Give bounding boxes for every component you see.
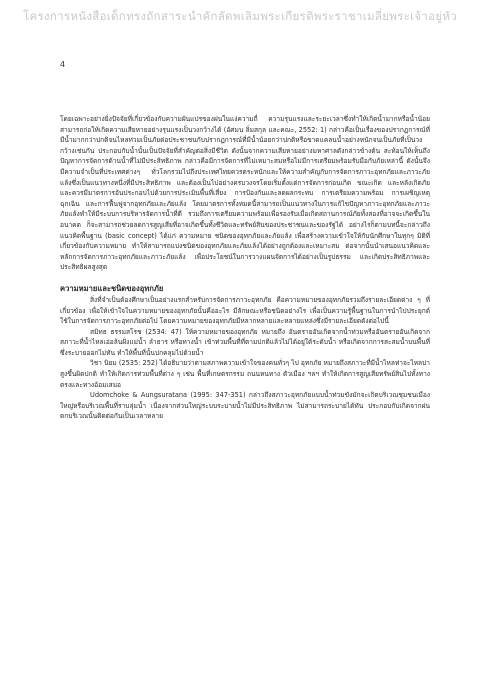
- citation-paragraph-vicha: วิชา นิยม (2535: 252) ได้อธิบายว่าตามสภาพความเข้าใจของคนทั่วๆ ไป อุทกภัย หมายถึงสภาวะที่มีน้ำไหลท่าจะไหลบ่าสูงขึ้นผิดปกติ ทำให้เกิดการท่วมพื้นที่ต่าง ๆ เช่น พื้นที่เกษตรกรรม ถนนหนทาง ตัวเมือง ฯลฯ ทำให้เกิดการสูญเสียทรัพย์สินไปทั้งทางตรงและทางอ้อมเสมอ: [60, 359, 430, 389]
- page-number: 4: [60, 60, 66, 69]
- document-body: [60, 114, 430, 422]
- definition-paragraph: สิ่งที่จำเป็นต้องศึกษาเป็นอย่างแรกสำหรับการจัดการภาวะอุทกภัย คือความหมายของอุทกภัยรวมถึงรายละเอียดต่าง ๆ ที่เกี่ยวข้อง เพื่อให้เข้าใจในความหมายของอุทกภัยนั้นคืออะไร มีลักษณะหรือชนิดอย่างไร เพื่อเป็นความรู้พื้นฐานในการนำไปประยุกต์ใช้ในการจัดการภาวะอุทกภัยต่อไป โดยความหมายของอุทกภัยมีหลากหลายและหลายแหล่งซึ่งมีรายละเอียดดังต่อไปนี้: [60, 295, 430, 326]
- header-watermark: โครงการหนังสือเด็กทรงถักสาระนำคักลัดพเลิมพระเกียรติพระราชาเมลี่ยพระเจ้าอยู่หัว: [22, 9, 458, 23]
- citation-paragraph-smith: สมิทธ ธรรมสโรช (2534: 47) ให้ความหมายของอุทกภัย หมายถึง อันตรายอันเกิดจากน้ำท่วมหรืออันตรายอันเกิดจากสภาวะที่น้ำไหลเอ่อล้นฝั่งแม่น้ำ ลำธาร หรือทางน้ำ เข้าท่วมพื้นที่ที่ตามปกติแล้วไม่ได้อยู่ใต้ระดับน้ำ หรือเกิดจากการสะสมน้ำบนพื้นที่ซึ่งระบายออกไม่ทัน ทำให้พื้นที่นั้นปกคลุมไปด้วยน้ำ: [60, 327, 430, 357]
- citation-paragraph-udomchoke: Udomchoke & Aungsuratana (1995: 347-351) กล่าวถึงสภาวะอุทกภัยแบบน้ำท่วมขังมักจะเกิดบริเวณชุมชนเมืองใหญ่หรือบริเวณพื้นที่ราบลุ่มน้ำ เนื่องจากส่วนใหญ่ระบบระบายน้ำไม่มีประสิทธิภาพ ไม่สามารถระบายได้ทัน ประกอบกับเกิดจากฝนตกบริเวณนั้นติดต่อกันเป็นเวลาหลาย: [60, 391, 430, 421]
- section-heading: ความหมายและชนิดของอุทกภัย: [60, 283, 164, 293]
- intro-paragraph: โดยเฉพาะอย่างยิ่งปัจจัยที่เกี่ยวข้องกับความผันแปรของฝนในแง่ความถี่ ความรุนแรงและระยะเวลาซึ่งทำให้เกิดน้ำมากหรือน้ำน้อยสามารถก่อให้เกิดความเสียหายอย่างรุนแรงเป็นวงกว้างได้ (อัศมน ลิ่มสกุล และคณะ, 2552: 1) กล่าวคือเป็นเรื่องของปรากฏการณ์ที่มีน้ำมากกว่าปกติจนไหลท่วมเป็นภัยต่อประชาชนกับปรากฏการณ์ที่มีน้ำน้อยกว่าปกติหรือขาดแคลนน้ำอย่างหนักจนเป็นภัยที่เป็นวงกว้างเช่นกัน ประกอบกับน้ำนั้นเป็นปัจจัยที่สำคัญต่อสิ่งมีชีวิต ดังนั้นจากความเสียหายอย่างมหาศาลดังกล่าวข้างต้น สะท้อนให้เห็นถึงปัญหาการจัดการด้านน้ำที่ไม่มีประสิทธิภาพ กล่าวคือมีการจัดการที่ไม่เหมาะสมหรือไม่มีการเตรียมพร้อมรับมือกับภัยเหล่านี้ ดังนั้นจึงมีความจำเป็นที่ประเทศต่างๆ ทั่วโลกรวมไปถึงประเทศไทยควรตระหนักและให้ความสำคัญกับการจัดการภาวะอุทกภัยและภาวะภัยแล้งซึ่งเป็นแนวทางหนึ่งที่มีประสิทธิภาพ และต้องเป็นไปอย่างครบวงจรโดยเริ่มตั้งแต่การจัดการก่อนเกิด ขณะเกิด และหลังเกิดภัย และควรมีมาตรการอันประกอบไปด้วยการประเมินพื้นที่เสี่ยง การป้องกันและลดผลกระทบ การเตรียมความพร้อม การเผชิญเหตุฉุกเฉิน และการฟื้นฟูจากอุทกภัยและภัยแล้ง โดยมาตรการทั้งหมดนี้สามารถเป็นแนวทางในการแก้ไขปัญหาภาวะอุทกภัยและภาวะภัยแล้งทำให้มีระบบการบริหารจัดการน้ำที่ดี รวมถึงการเตรียมความพร้อมเพื่อรองรับเมื่อเกิดสถานการณ์ภัยทั้งสองที่อาจจะเกิดขึ้นในอนาคต ก็จะสามารถช่วยลดการสูญเสียที่อาจเกิดขึ้นทั้งชีวิตและทรัพย์สินของประชาชนและของรัฐได้ อย่างไรก็ตามบทนี้จะกล่าวถึงแนวคิดพื้นฐาน (basic concept) ได้แก่ ความหมาย ชนิดของอุทกภัยและภัยแล้ง เพื่อสร้างความเข้าใจให้กับนักศึกษาในทุกๆ มิติที่เกี่ยวข้องกับความหมาย ทำให้สามารถแบ่งชนิดของอุทกภัยและภัยแล้งได้อย่างถูกต้องและเหมาะสม ต่อจากนั้นนำเสนอแนวคิดและหลักการจัดการภาวะอุทกภัยและภาวะภัยแล้ง เพื่อประโยชน์ในการวางแผนจัดการได้อย่างเป็นรูปธรรม และเกิดประสิทธิภาพและประสิทธิผลสูงสุด: [60, 115, 430, 272]
